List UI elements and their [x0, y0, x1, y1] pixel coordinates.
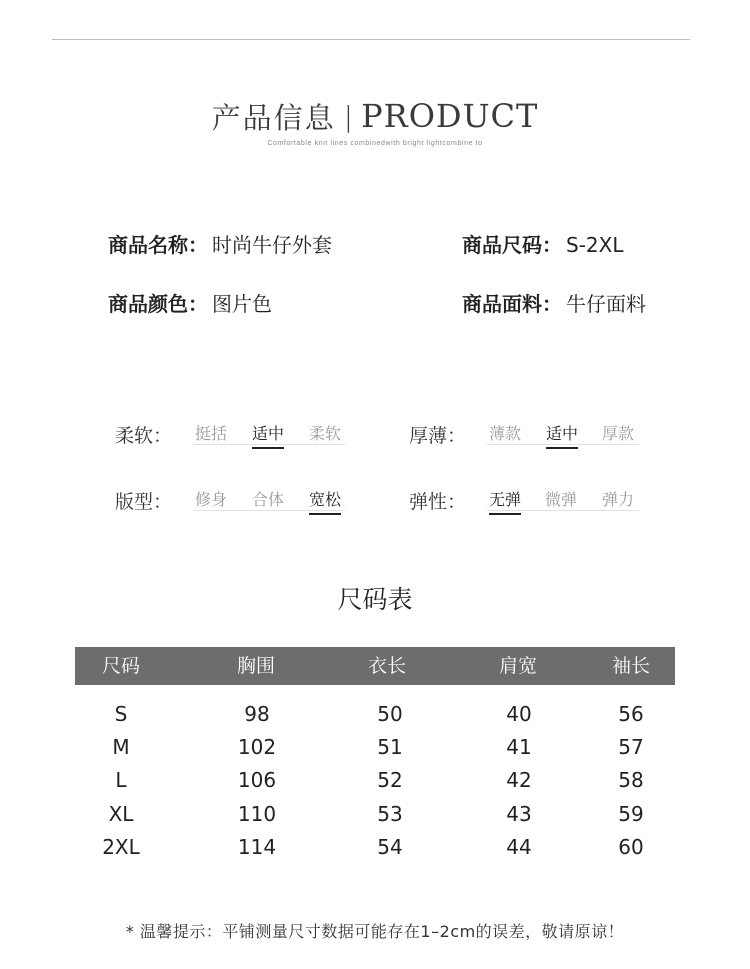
- cell-length: 52: [377, 768, 403, 792]
- cell-size: L: [115, 768, 127, 792]
- attr-softness-option-2: 适中: [252, 421, 284, 444]
- cell-length: 53: [377, 802, 403, 826]
- attr-elasticity-baseline: [487, 510, 639, 511]
- top-divider: [52, 39, 690, 40]
- table-row: [0, 735, 750, 765]
- section-title: [0, 96, 750, 136]
- attr-thickness-option-2: 适中: [546, 421, 578, 444]
- cell-size: M: [112, 735, 130, 759]
- attr-thickness: [409, 421, 649, 451]
- header-chest: 胸围: [236, 655, 276, 677]
- cell-chest: 102: [237, 735, 277, 759]
- info-color: [108, 288, 272, 317]
- attr-fit: [115, 487, 355, 517]
- attr-elasticity-option-2: 微弹: [545, 490, 578, 509]
- info-size: [462, 229, 623, 258]
- attr-softness: [115, 421, 355, 451]
- attr-fit-option-3: 宽松: [309, 487, 341, 510]
- attr-softness-baseline: [193, 444, 345, 445]
- cell-length: 51: [377, 735, 403, 759]
- cell-length: 54: [377, 835, 403, 859]
- footnote: * 温馨提示：平铺测量尺寸数据可能存在1–2cm的误差，敬请原谅！: [125, 922, 625, 941]
- cell-shoulder: 42: [506, 768, 532, 792]
- cell-sleeve: 56: [618, 702, 644, 726]
- attr-fit-option-1: 修身: [195, 490, 228, 509]
- cell-length: 50: [377, 702, 403, 726]
- cell-chest: 114: [237, 835, 277, 859]
- title-en: PRODUCT: [361, 97, 539, 135]
- info-fabric: [462, 288, 646, 317]
- attr-softness-option-1: 挺括: [195, 424, 228, 443]
- table-row: [0, 768, 750, 798]
- cell-sleeve: 60: [618, 835, 644, 859]
- header-sleeve: 袖长: [611, 655, 651, 677]
- size-table-header: [75, 647, 675, 685]
- attr-fit-baseline: [193, 510, 345, 511]
- attr-thickness-option-1: 薄款: [489, 424, 522, 443]
- info-size-label: 商品尺码：: [462, 233, 562, 257]
- header-length: 衣长: [367, 655, 407, 677]
- cell-shoulder: 40: [506, 702, 532, 726]
- table-row: [0, 702, 750, 732]
- attr-thickness-label: 厚薄：: [409, 425, 467, 447]
- cell-size: XL: [108, 802, 134, 826]
- attr-fit-option-2: 合体: [252, 490, 285, 509]
- attr-softness-label: 柔软：: [115, 425, 173, 447]
- info-name-value: 时尚牛仔外套: [212, 233, 332, 257]
- cell-shoulder: 41: [506, 735, 532, 759]
- attr-elasticity-option-1: 无弹: [489, 487, 521, 510]
- cell-sleeve: 57: [618, 735, 644, 759]
- cell-size: S: [114, 702, 128, 726]
- cell-shoulder: 44: [506, 835, 532, 859]
- cell-sleeve: 58: [618, 768, 644, 792]
- cell-size: 2XL: [102, 835, 140, 859]
- header-size: 尺码: [101, 655, 141, 677]
- subtitle: Comfortable knit lines combinedwith bright lightcombine to: [267, 140, 483, 147]
- cell-chest: 110: [237, 802, 277, 826]
- attr-thickness-baseline: [487, 444, 639, 445]
- attr-elasticity-label: 弹性：: [409, 491, 467, 513]
- title-cn: 产品信息: [211, 100, 336, 135]
- info-size-value: S-2XL: [566, 233, 624, 257]
- attr-thickness-option-3: 厚款: [602, 424, 635, 443]
- info-color-label: 商品颜色：: [108, 292, 208, 316]
- cell-chest: 106: [237, 768, 277, 792]
- cell-chest: 98: [244, 702, 270, 726]
- header-shoulder: 肩宽: [498, 655, 538, 677]
- info-name-label: 商品名称：: [108, 233, 208, 257]
- info-fabric-label: 商品面料：: [462, 292, 562, 316]
- info-color-value: 图片色: [212, 292, 272, 316]
- size-table-title: 尺码表: [337, 585, 413, 614]
- info-fabric-value: 牛仔面料: [566, 292, 646, 316]
- attr-elasticity-option-3: 弹力: [602, 490, 635, 509]
- table-row: [0, 802, 750, 832]
- attr-softness-option-3: 柔软: [309, 424, 342, 443]
- attr-elasticity: [409, 487, 649, 517]
- title-divider: |: [343, 99, 354, 133]
- info-name: [108, 229, 332, 258]
- cell-shoulder: 43: [506, 802, 532, 826]
- cell-sleeve: 59: [618, 802, 644, 826]
- table-row: [0, 835, 750, 865]
- attr-fit-label: 版型：: [115, 491, 173, 513]
